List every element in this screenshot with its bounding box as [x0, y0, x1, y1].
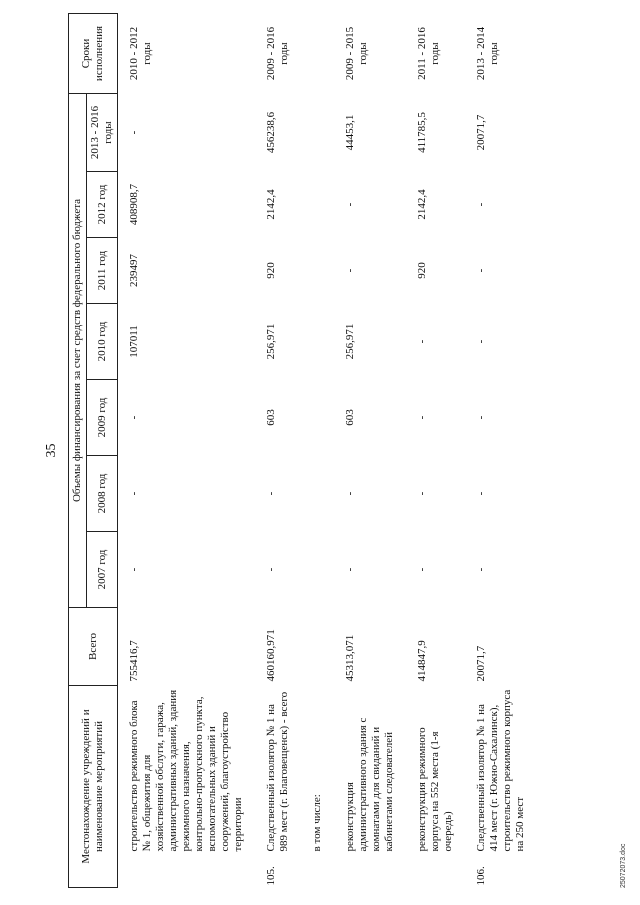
row-value: 44453,1	[344, 114, 356, 151]
row-total: 45313,071	[344, 634, 356, 682]
header-year: 2008 год	[87, 456, 118, 532]
header-deadline: Сроки исполнения	[69, 14, 118, 94]
row-value: 920	[416, 262, 428, 279]
row-value: 603	[344, 409, 356, 426]
row-value: -	[128, 415, 140, 420]
row-value: -	[475, 415, 487, 420]
row-value	[305, 532, 338, 608]
row-value: -	[344, 268, 356, 273]
header-year: 2010 год	[87, 304, 118, 380]
row-value: -	[344, 491, 356, 496]
header-financing-group: Объемы финансирования за счет средств федерального бюджета	[69, 94, 87, 608]
financing-table	[68, 13, 541, 888]
row-value: -	[475, 491, 487, 496]
table-row	[469, 14, 541, 888]
row-total: 20071,7	[475, 645, 487, 682]
row-total	[305, 608, 338, 686]
row-name: строительство режимного блока № 1, общежития для хозяйственной обслуги, гаража, административных зданий, здания режимного назначения, контрольно-пропускного пункта, вспомогательных зданий и сооружений, благоустройство территории	[128, 689, 244, 852]
row-value	[305, 304, 338, 380]
row-value: -	[265, 567, 277, 572]
row-value: 20071,7	[475, 114, 487, 151]
row-value	[305, 238, 338, 304]
row-deadline: 2011 - 2016 годы	[416, 27, 441, 80]
row-value: 456238,6	[265, 111, 277, 154]
row-deadline: 2013 - 2014 годы	[475, 26, 500, 81]
row-value: 256,971	[265, 323, 277, 360]
row-value: 408908,7	[128, 183, 140, 226]
document-page	[40, 13, 625, 888]
row-value: 411785,5	[416, 112, 428, 153]
table-row	[338, 14, 410, 888]
header-row-1	[69, 14, 87, 888]
row-number: 105.	[265, 866, 277, 886]
row-name: реконструкция административного здания с комнатами для свиданий и кабинетами следователей	[344, 717, 395, 852]
row-name: Следственный изолятор № 1 на 989 мест (г. Благовещенск) - всего	[265, 691, 290, 852]
header-year: 2011 год	[87, 238, 118, 304]
table-row	[259, 14, 305, 888]
row-value: 2142,4	[416, 189, 428, 220]
row-value	[305, 172, 338, 238]
row-number	[410, 856, 469, 888]
header-year: 2009 год	[87, 380, 118, 456]
row-name: в том числе:	[311, 794, 323, 852]
row-deadline: 2010 - 2012 годы	[128, 26, 153, 81]
header-name: Местонахождение учреждений и наименование мероприятий	[69, 686, 118, 888]
table-row	[305, 14, 338, 888]
row-deadline: 2009 - 2015 годы	[344, 26, 369, 81]
row-value: -	[416, 491, 428, 496]
row-value: -	[128, 130, 140, 135]
row-value: -	[265, 491, 277, 496]
row-number	[305, 856, 338, 888]
row-total: 414847,9	[416, 640, 428, 682]
row-value	[305, 380, 338, 456]
row-number	[338, 856, 410, 888]
row-value: -	[416, 415, 428, 420]
row-deadline	[305, 14, 338, 94]
row-value: 603	[265, 409, 277, 426]
row-value: -	[416, 567, 428, 572]
row-value	[305, 94, 338, 172]
row-deadline: 2009 - 2016 годы	[265, 26, 290, 81]
row-value: -	[128, 491, 140, 496]
row-value: 920	[265, 262, 277, 279]
row-total: 755416,7	[128, 640, 140, 682]
row-value: 107011	[128, 325, 140, 358]
footer-file-code: 25072073.doc	[620, 843, 627, 888]
row-value: -	[344, 567, 356, 572]
header-year: 2007 год	[87, 532, 118, 608]
row-value: -	[475, 567, 487, 572]
row-name: реконструкция режимного корпуса на 552 места (1-я очередь)	[416, 727, 454, 852]
row-name: Следственный изолятор № 1 на 414 мест (г. Южно-Сахалинск), строительство режимного корпуса на 250 мест	[475, 689, 526, 852]
header-year: 2012 год	[87, 172, 118, 238]
row-value: -	[475, 339, 487, 344]
row-value: -	[475, 202, 487, 207]
table-row	[118, 14, 260, 888]
row-value: -	[128, 567, 140, 572]
page-number: 35	[44, 443, 59, 458]
row-value: -	[344, 202, 356, 207]
row-value: 256,971	[344, 323, 356, 360]
row-value: -	[475, 268, 487, 273]
table-row	[410, 14, 469, 888]
header-total: Всего	[69, 608, 118, 686]
row-value: 239497	[128, 254, 140, 287]
row-value	[305, 456, 338, 532]
row-number	[118, 856, 260, 888]
row-total: 460160,971	[265, 629, 277, 682]
header-year: 2013 - 2016 годы	[87, 94, 118, 172]
row-number: 106.	[475, 866, 487, 886]
row-value: 2142,4	[265, 189, 277, 220]
row-value: -	[416, 339, 428, 344]
